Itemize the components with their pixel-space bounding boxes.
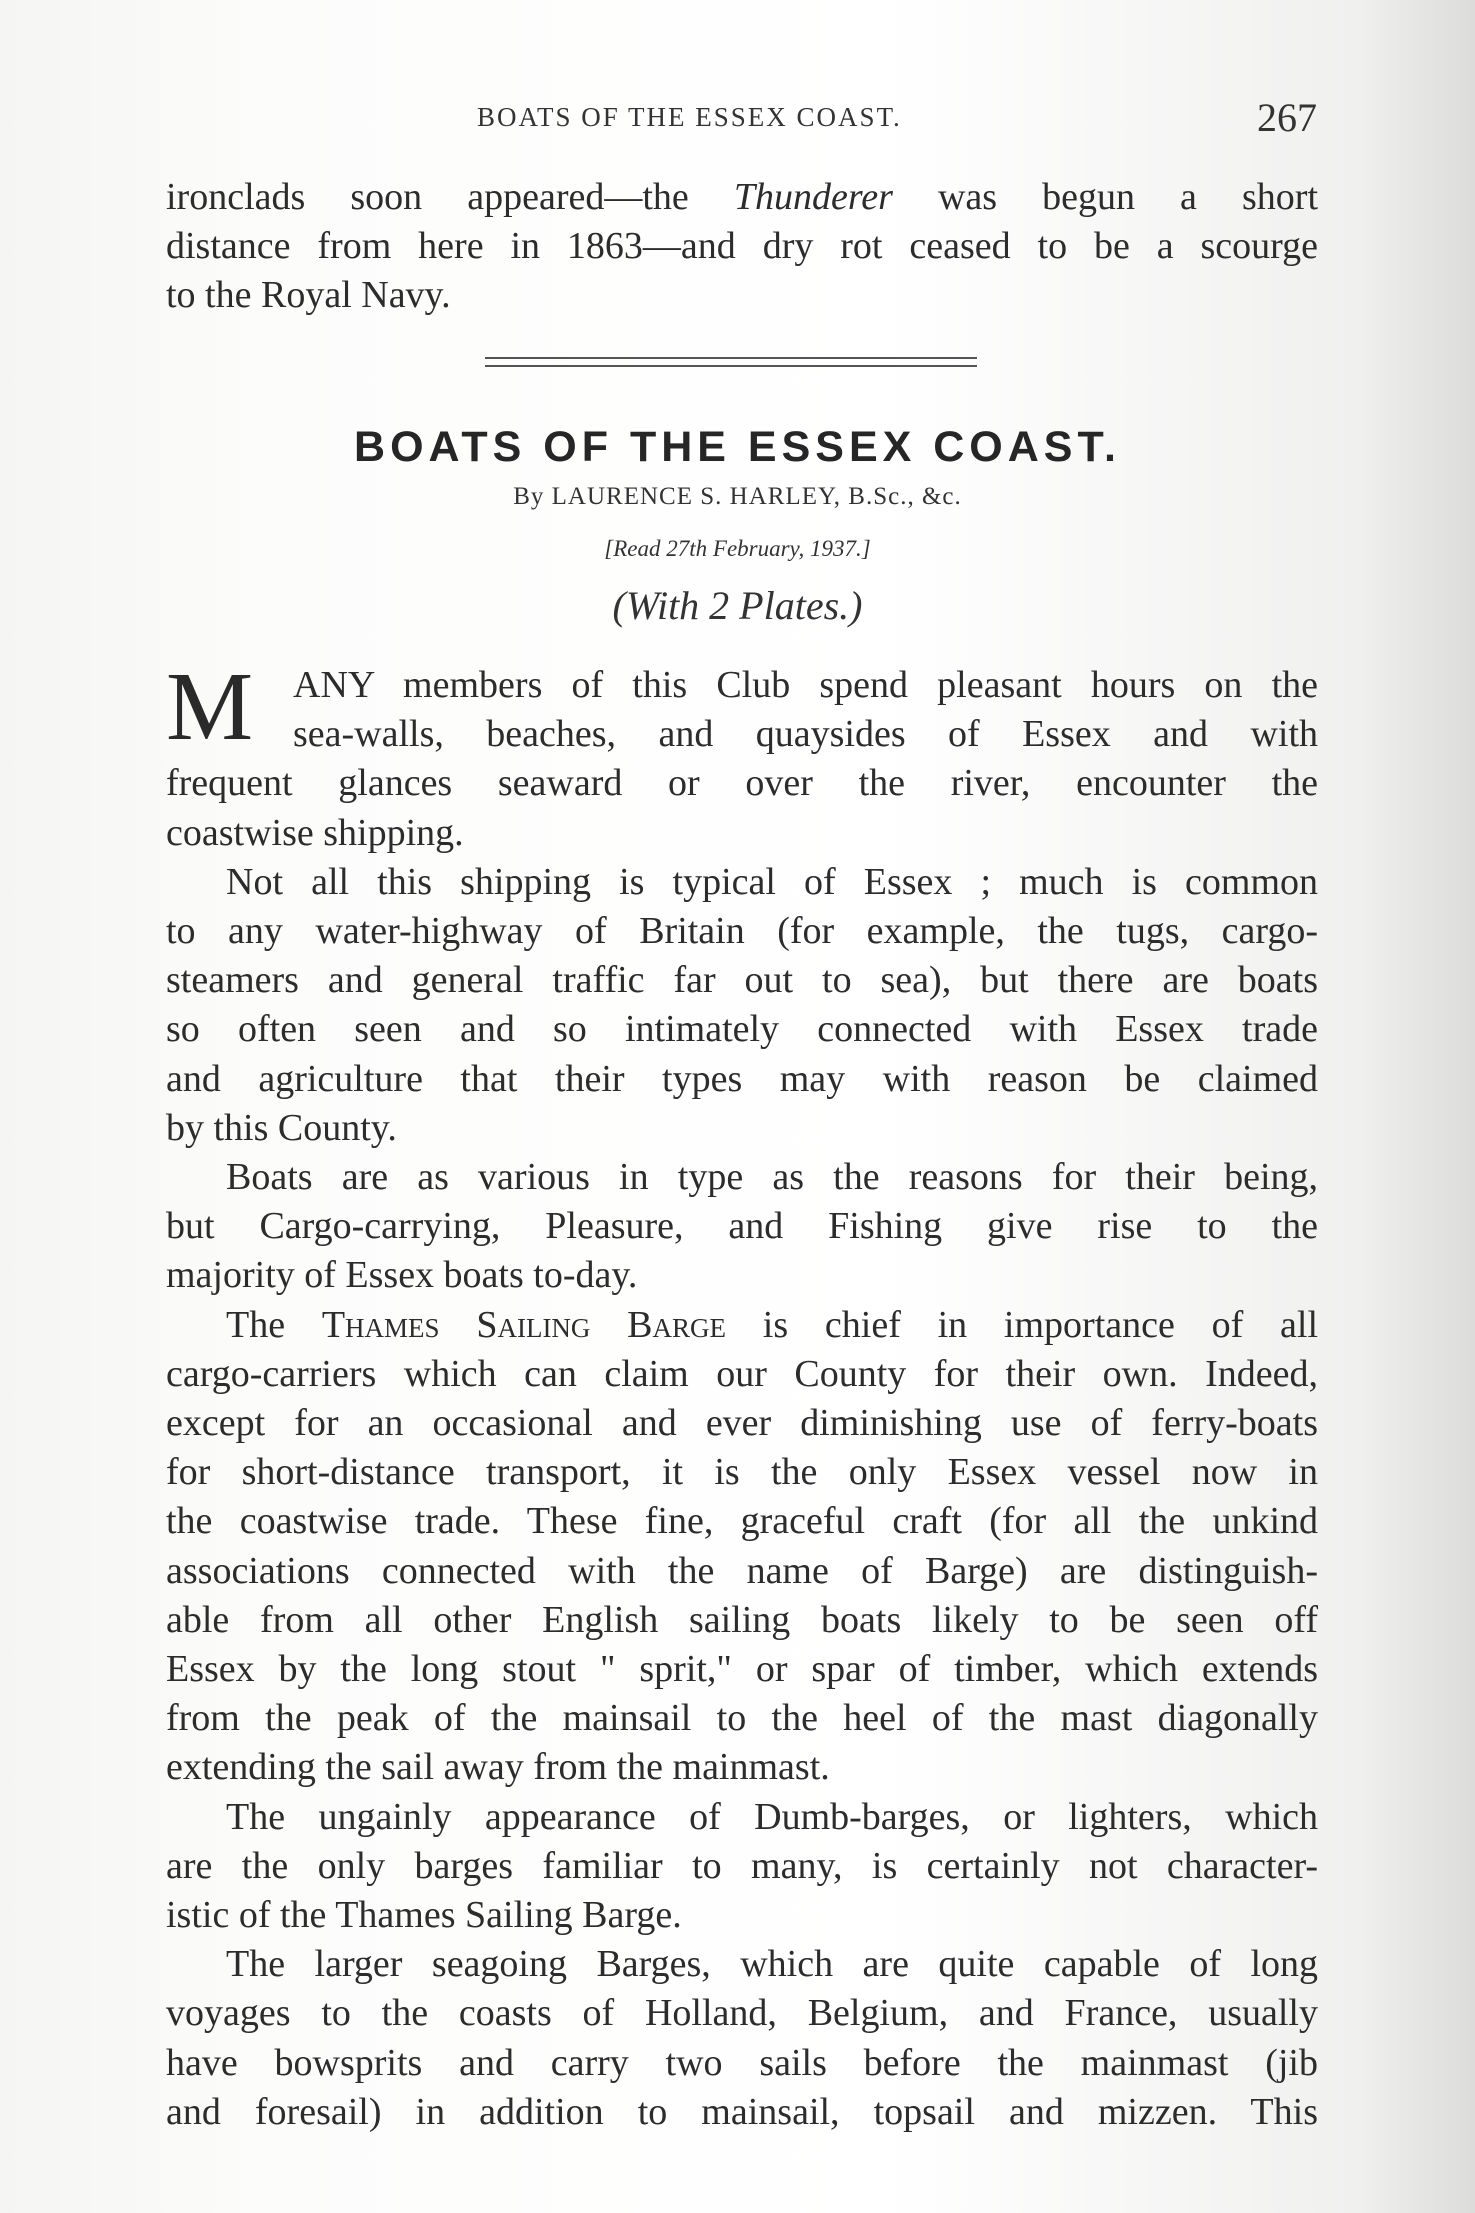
text-line: The Thames Sailing Barge is chief in importance of all	[226, 1303, 1318, 1346]
text-line: Essex by the long stout " sprit," or spar of timber, which extends	[166, 1648, 1318, 1691]
text-line: The ungainly appearance of Dumb-barges, or lighters, which	[226, 1795, 1318, 1838]
text-line: are the only barges familiar to many, is certainly not character-	[166, 1844, 1318, 1887]
ship-name: Thunderer	[733, 176, 893, 218]
section-divider	[485, 365, 977, 367]
text-line: sea-walls, beaches, and quaysides of Essex and with	[293, 713, 1318, 756]
text-line: cargo-carriers which can claim our County for their own. Indeed,	[166, 1352, 1318, 1395]
page-number: 267	[1257, 95, 1317, 140]
section-divider	[485, 357, 977, 359]
text-line: extending the sail away from the mainmast.	[166, 1746, 830, 1789]
text-line: associations connected with the name of Barge) are distinguish-	[166, 1549, 1318, 1592]
text-line: except for an occasional and ever diminishing use of ferry-boats	[166, 1402, 1318, 1445]
plates-note: (With 2 Plates.)	[612, 583, 863, 628]
running-head	[167, 95, 1317, 148]
text-line: so often seen and so intimately connected with Essex trade	[166, 1008, 1318, 1051]
article-body	[166, 661, 1318, 2137]
running-title: BOATS OF THE ESSEX COAST.	[477, 102, 902, 132]
text-line: voyages to the coasts of Holland, Belgium, and France, usually	[166, 1992, 1318, 2035]
drop-cap: M	[166, 653, 254, 761]
text-line: to the Royal Navy.	[166, 274, 451, 317]
text-line: have bowsprits and carry two sails before the mainmast (jib	[166, 2041, 1318, 2084]
text-line: The larger seagoing Barges, which are quite capable of long	[226, 1943, 1318, 1986]
text-line: majority of Essex boats to-day.	[166, 1254, 638, 1297]
text-line: istic of the Thames Sailing Barge.	[166, 1894, 682, 1937]
text-line: coastwise shipping.	[166, 811, 464, 854]
read-date-note: [Read 27th February, 1937.]	[604, 536, 871, 561]
text-line: for short-distance transport, it is the only Essex vessel now in	[166, 1451, 1318, 1494]
barge-type-name: Thames Sailing Barge	[321, 1303, 727, 1346]
text-line: ironclads soon appeared—the Thunderer was begun a short	[166, 176, 1318, 218]
text-line: and foresail) in addition to mainsail, topsail and mizzen. This	[166, 2090, 1318, 2133]
text-line: the coastwise trade. These fine, graceful craft (for all the unkind	[166, 1500, 1318, 1543]
text-line: from the peak of the mainsail to the heel of the mast diagonally	[166, 1697, 1318, 1740]
author-byline: By LAURENCE S. HARLEY, B.Sc., &c.	[513, 483, 962, 510]
text-line: but Cargo-carrying, Pleasure, and Fishing give rise to the	[166, 1205, 1318, 1248]
text-line: able from all other English sailing boats likely to be seen off	[166, 1598, 1318, 1641]
text-line: Not all this shipping is typical of Essex ; much is common	[226, 860, 1318, 903]
text-line: and agriculture that their types may with reason be claimed	[166, 1057, 1318, 1100]
text-line: Boats are as various in type as the reasons for their being,	[226, 1156, 1318, 1199]
text-line: frequent glances seaward or over the river, encounter the	[166, 762, 1318, 805]
article-title: BOATS OF THE ESSEX COAST.	[354, 423, 1121, 471]
text-line: ANY members of this Club spend pleasant hours on the	[293, 664, 1318, 706]
text-line: to any water-highway of Britain (for example, the tugs, cargo-	[166, 910, 1318, 953]
continuation-paragraph	[166, 173, 1318, 321]
text-line: distance from here in 1863—and dry rot ceased to be a scourge	[166, 225, 1318, 268]
text-line: steamers and general traffic far out to sea), but there are boats	[166, 959, 1318, 1002]
text-line: by this County.	[166, 1106, 397, 1149]
